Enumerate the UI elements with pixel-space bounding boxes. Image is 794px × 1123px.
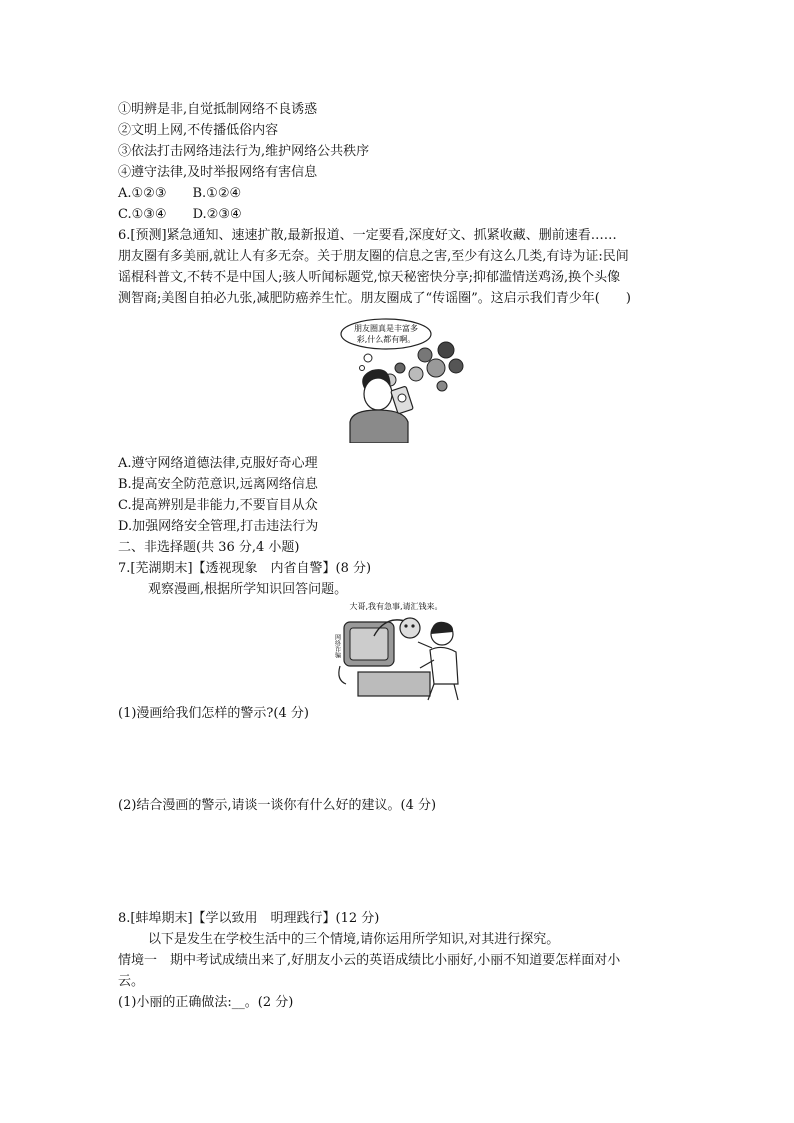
q5-option-3: ③依法打击网络违法行为,维护网络公共秩序 [118, 144, 370, 159]
q8-scene1-line2: 云。 [118, 974, 145, 989]
rumor-balloon-icon [418, 348, 432, 362]
q6-choice-d: D.加强网络安全管理,打击违法行为 [118, 519, 319, 534]
q6-line-1: 6.[预测]紧急通知、速速扩散,最新报道、一定要看,深度好文、抓紧收藏、删前速看…… [118, 228, 617, 243]
q5-choice-ab: A.①②③ B.①②④ [118, 186, 242, 201]
q7-cartoon [330, 600, 465, 703]
q6-cartoon [330, 318, 475, 443]
q6-bubble-line-1: 朋友圈真是丰富多 [354, 324, 418, 333]
section-heading: 二、非选择题(共 36 分,4 小题) [118, 540, 300, 555]
q6-line-3: 谣棍科普文,不转不是中国人;骇人听闻标题党,惊天秘密快分享;抑郁滥情送鸡汤,换个头像 [118, 270, 621, 285]
q8-sub1: (1)小丽的正确做法:__。(2 分) [118, 995, 294, 1010]
q8-scene1-line1: 情境一 期中考试成绩出来了,好朋友小云的英语成绩比小丽好,小丽不知道要怎样面对小 [118, 953, 621, 968]
q7-side-label: 网络诈骗 [333, 634, 341, 658]
q6-line-2: 朋友圈有多美丽,就让人有多无奈。关于朋友圈的信息之害,至少有这么几类,有诗为证:民间 [118, 249, 629, 264]
q6-line-4: 测智商;美图自拍必九张,减肥防癌养生忙。朋友圈成了“传谣圈”。这启示我们青少年( ) [118, 291, 631, 306]
q5-choice-cd: C.①③④ D.②③④ [118, 207, 242, 222]
q5-option-2: ②文明上网,不传播低俗内容 [118, 123, 279, 138]
desk-icon [358, 672, 430, 696]
q7-speech: 大哥,我有急事,请汇钱来。 [349, 602, 443, 611]
q8-title: 8.[蚌埠期末]【学以致用 明理践行】(12 分) [118, 911, 380, 926]
q8-intro: 以下是发生在学校生活中的三个情境,请你运用所学知识,对其进行探究。 [148, 932, 560, 947]
q6-choice-a: A.遵守网络道德法律,克服好奇心理 [118, 456, 318, 471]
q7-intro: 观察漫画,根据所学知识回答问题。 [148, 582, 348, 597]
q7-sub2: (2)结合漫画的警示,请谈一谈你有什么好的建议。(4 分) [118, 798, 437, 813]
q5-option-1: ①明辨是非,自觉抵制网络不良诱惑 [118, 102, 318, 117]
q5-option-4: ④遵守法律,及时举报网络有害信息 [118, 165, 318, 180]
q6-choice-b: B.提高安全防范意识,远离网络信息 [118, 477, 318, 492]
q6-choice-c: C.提高辨别是非能力,不要盲目从众 [118, 498, 318, 513]
q7-title: 7.[芜湖期末]【透视现象 内省自警】(8 分) [118, 561, 372, 576]
q6-bubble-line-2: 彩,什么都有啊。 [356, 335, 416, 344]
person-head-icon [364, 378, 392, 410]
q7-sub1: (1)漫画给我们怎样的警示?(4 分) [118, 706, 309, 721]
